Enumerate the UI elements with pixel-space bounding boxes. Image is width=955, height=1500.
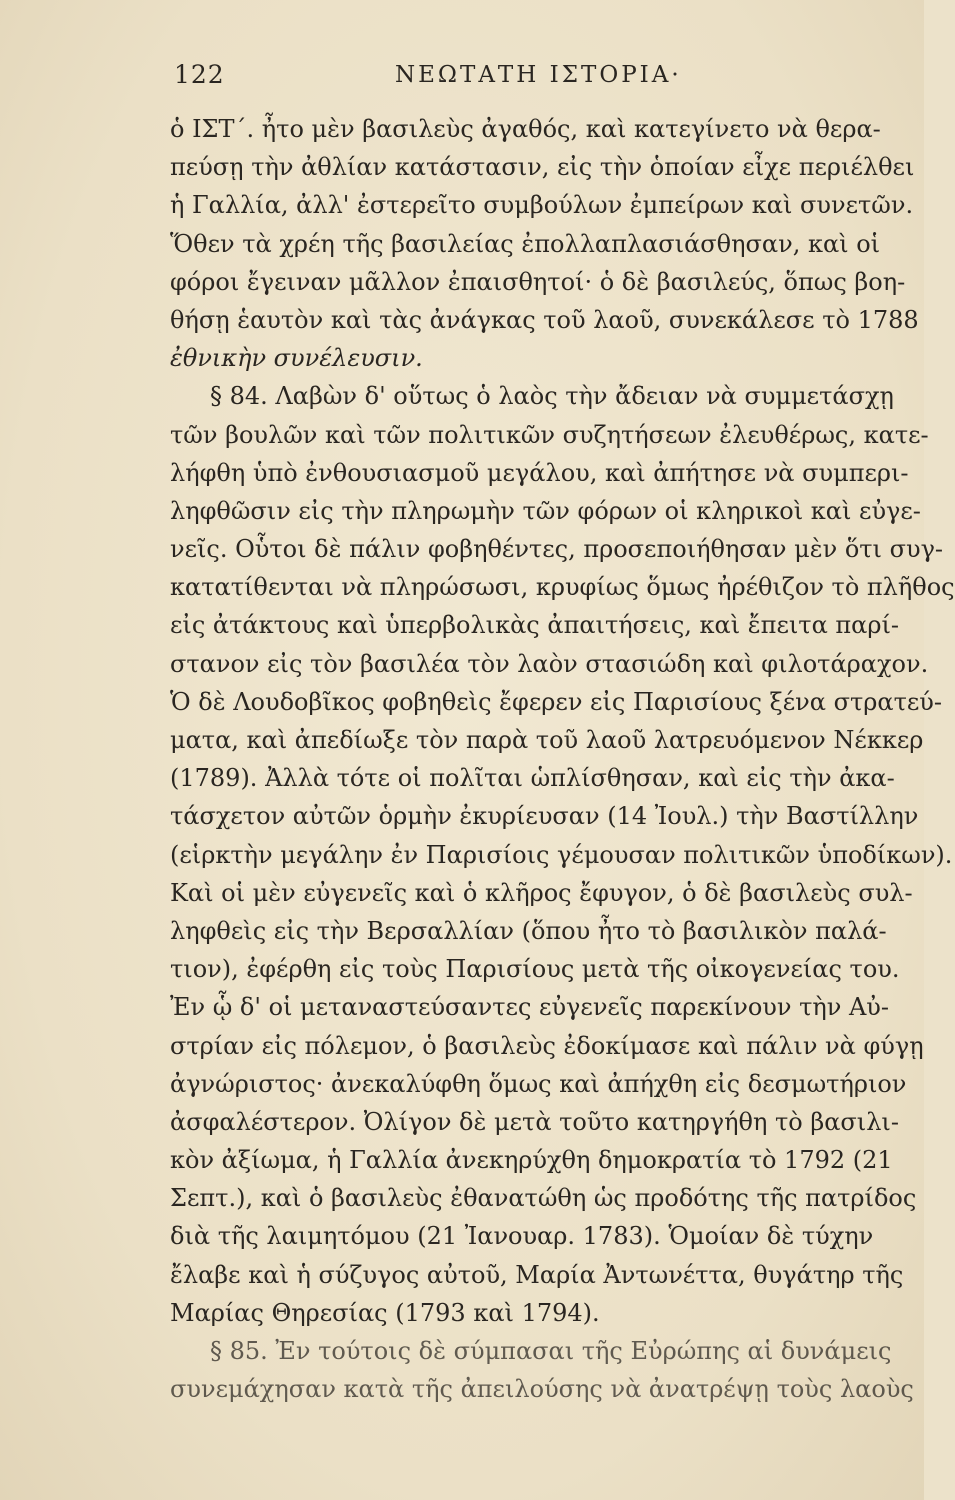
text-line: φόροι ἔγειναν μᾶλλον ἐπαισθητοί· ὁ δὲ βασιλεύς, ὅπως βοη- [170,267,906,296]
text-line: Σεπτ.), καὶ ὁ βασιλεὺς ἐθανατώθη ὡς προδότης τῆς πατρίδος [170,1184,917,1213]
text-line: λήφθη ὑπὸ ἐνθουσιασμοῦ μεγάλου, καὶ ἀπήτησε νὰ συμπερι- [170,458,909,487]
text-line: στανον εἰς τὸν βασιλέα τὸν λαὸν στασιώδη καὶ φιλοτάραχον. [170,649,929,678]
section-85-start: § 85. Ἐν τούτοις δὲ σύμπασαι τῆς Εὐρώπης αἱ δυνάμεις [210,1337,892,1365]
page-number: 122 [174,60,225,89]
text-line: κατατίθενται νὰ πληρώσωσι, κρυφίως ὅμως ἠρέθιζον τὸ πλῆθος [170,573,955,602]
text-line: ἐθνικὴν συνέλευσιν. [170,344,423,373]
text-line: ὁ ΙΣΤ΄. ἦτο μὲν βασιλεὺς ἀγαθός, καὶ κατεγίνετο νὰ θερα- [170,115,881,143]
text-line: ἡ Γαλλία, ἀλλ' ἐστερεῖτο συμβούλων ἐμπείρων καὶ συνετῶν. [170,191,914,220]
text-line: Ἐν ᾧ δ' οἱ μεταναστεύσαντες εὐγενεῖς παρεκίνουν τὴν Αὐ- [170,993,890,1022]
text-line: κὸν ἀξίωμα, ἡ Γαλλία ἀνεκηρύχθη δημοκρατία τὸ 1792 (21 [170,1146,893,1175]
text-line: εἰς ἀτάκτους καὶ ὑπερβολικὰς ἀπαιτήσεις, καὶ ἔπειτα παρί- [170,611,900,640]
text-line: τιον), ἐφέρθη εἰς τοὺς Παρισίους μετὰ τῆς οἰκογενείας του. [170,955,900,984]
text-line: νεῖς. Οὗτοι δὲ πάλιν φοβηθέντες, προσεποιήθησαν μὲν ὅτι συγ- [170,535,944,564]
text-line: (1789). Ἀλλὰ τότε οἱ πολῖται ὡπλίσθησαν, καὶ εἰς τὴν ἀκα- [170,764,895,793]
text-line: συνεμάχησαν κατὰ τῆς ἀπειλούσης νὰ ἀνατρέψῃ τοὺς λαοὺς [170,1375,914,1404]
text-line: στρίαν εἰς πόλεμον, ὁ βασιλεὺς ἐδοκίμασε καὶ πάλιν νὰ φύγῃ [170,1031,924,1060]
text-line: Ὅθεν τὰ χρέη τῆς βασιλείας ἐπολλαπλασιάσθησαν, καὶ οἱ [170,229,881,258]
text-line: ματα, καὶ ἀπεδίωξε τὸν παρὰ τοῦ λαοῦ λατρευόμενον Νέκκερ [170,726,924,754]
text-line: πεύσῃ τὴν ἀθλίαν κατάστασιν, εἰς τὴν ὁποίαν εἶχε περιέλθει [170,153,915,182]
text-line: (εἱρκτὴν μεγάλην ἐν Παρισίοις γέμουσαν πολιτικῶν ὑποδίκων). [170,840,953,869]
text-line: ἔλαβε καὶ ἡ σύζυγος αὐτοῦ, Μαρία Ἀντωνέττα, θυγάτηρ τῆς [170,1260,904,1289]
text-line: ληφθεὶς εἰς τὴν Βερσαλλίαν (ὅπου ἦτο τὸ βασιλικὸν παλά- [170,916,887,945]
section-84-start: § 84. Λαβὼν δ' οὕτως ὁ λαὸς τὴν ἄδειαν νὰ συμμετάσχῃ [210,382,894,411]
running-title: ΝΕΩΤΑΤΗ ΙΣΤΟΡΙΑ· [395,62,682,88]
text-line: διὰ τῆς λαιμητόμου (21 Ἰανουαρ. 1783). Ὁμοίαν δὲ τύχην [170,1222,874,1251]
text-line: Ὁ δὲ Λουδοβῖκος φοβηθεὶς ἔφερεν εἰς Παρισίους ξένα στρατεύ- [170,687,942,716]
text-line: ἀγνώριστος· ἀνεκαλύφθη ὅμως καὶ ἀπήχθη εἰς δεσμωτήριον [170,1069,907,1098]
text-line: ἀσφαλέστερον. Ὀλίγον δὲ μετὰ τοῦτο κατηργήθη τὸ βασιλι- [170,1107,899,1136]
text-line: Μαρίας Θηρεσίας (1793 καὶ 1794). [170,1298,600,1327]
page-header [170,60,860,100]
text-line: τάσχετον αὐτῶν ὁρμὴν ἐκυρίευσαν (14 Ἰουλ.) τὴν Βαστίλλην [170,802,919,831]
text-line: τῶν βουλῶν καὶ τῶν πολιτικῶν συζητήσεων ἐλευθέρως, κατε- [170,420,929,449]
body-text [170,110,955,1408]
text-line: Καὶ οἱ μὲν εὐγενεῖς καὶ ὁ κλῆρος ἔφυγον, ὁ δὲ βασιλεὺς συλ- [170,878,913,907]
text-line: ληφθῶσιν εἰς τὴν πληρωμὴν τῶν φόρων οἱ κληρικοὶ καὶ εὐγε- [170,496,921,525]
text-line: θήσῃ ἑαυτὸν καὶ τὰς ἀνάγκας τοῦ λαοῦ, συνεκάλεσε τὸ 1788 [170,305,919,334]
